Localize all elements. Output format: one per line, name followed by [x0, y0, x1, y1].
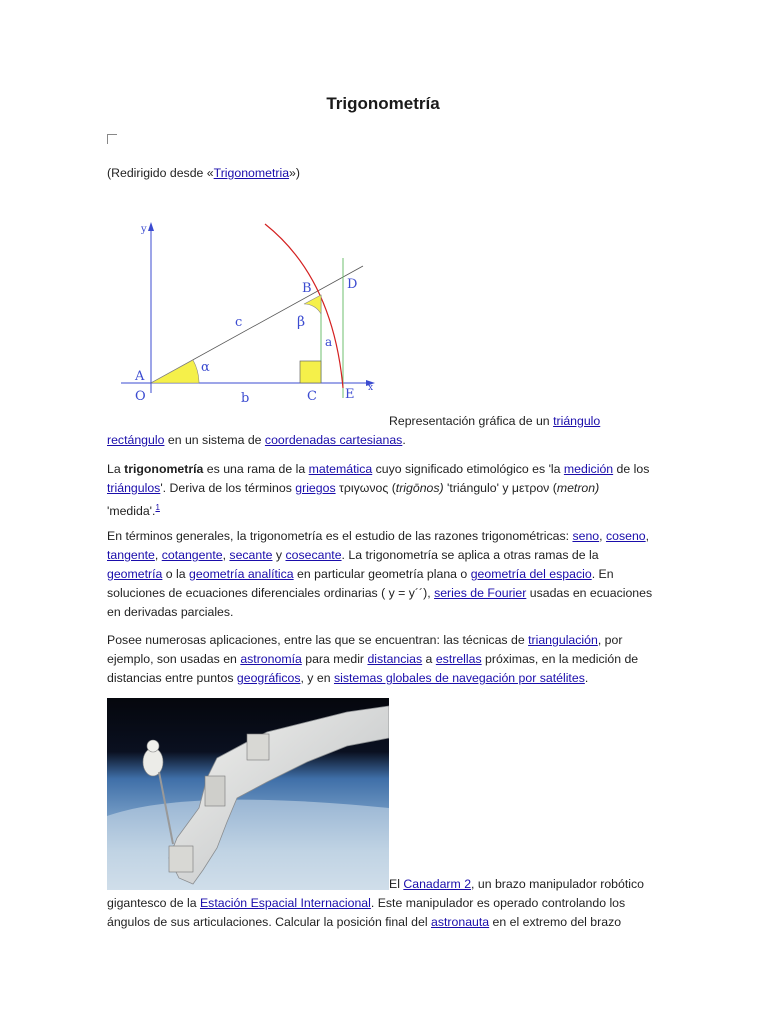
link-griegos[interactable]: griegos: [295, 481, 336, 495]
link-sistemas-navegacion[interactable]: sistemas globales de navegación por satélites: [333, 671, 585, 685]
label-D: D: [347, 277, 358, 292]
text: . Este manipulador es operado controlando los ángulos de sus articulaciones. Calcular la posición final del: [107, 896, 626, 929]
text: 'medida'.: [107, 504, 156, 519]
figure1-caption: [107, 412, 655, 450]
text: .: [584, 671, 589, 685]
label-y: y: [141, 224, 147, 235]
text: ,: [154, 548, 162, 562]
text: en el extremo del brazo: [489, 915, 622, 929]
link-geograficos[interactable]: geográficos: [236, 671, 301, 685]
redirect-suffix: »): [289, 166, 300, 180]
text: 'triángulo' y μετρον (: [443, 481, 557, 495]
label-A: A: [135, 369, 145, 384]
label-a: a: [325, 335, 333, 349]
link-estacion-espacial[interactable]: Estación Espacial Internacional: [199, 896, 371, 910]
term-italic: metron): [556, 481, 600, 495]
text: La: [107, 462, 125, 476]
link-estrellas[interactable]: estrellas: [435, 652, 482, 666]
link-triangulos[interactable]: triángulos: [107, 481, 161, 495]
link-cosecante[interactable]: cosecante: [285, 548, 342, 562]
redirect-prefix: (Redirigido desde «: [107, 166, 214, 180]
label-x: x: [368, 383, 374, 393]
paragraph-intro: [107, 460, 655, 521]
term-bold: trigonometría: [124, 462, 204, 476]
arm-joint: [205, 776, 225, 806]
footnote-link[interactable]: 1: [155, 503, 160, 512]
text: El: [389, 877, 404, 891]
beta-angle-wedge: [304, 295, 321, 314]
right-angle-marker: [300, 361, 321, 383]
label-O: O: [135, 389, 146, 404]
text: usadas en ecuaciones en derivadas parciales.: [107, 586, 653, 619]
canadarm-photo: [107, 698, 389, 890]
term-italic: trigōnos): [395, 481, 444, 495]
text: a: [422, 652, 436, 666]
text: '. Deriva de los términos: [160, 481, 296, 495]
text: es una rama de la: [203, 462, 309, 476]
link-astronomia[interactable]: astronomía: [240, 652, 302, 666]
label-beta: β: [297, 314, 306, 330]
text: , por ejemplo, son usadas en: [107, 633, 623, 666]
text: y: [272, 548, 286, 562]
text: o la: [162, 567, 190, 581]
redirect-link[interactable]: Trigonometria: [213, 166, 290, 180]
link-seno[interactable]: seno: [572, 529, 600, 543]
paragraph-general: [107, 527, 655, 622]
link-coseno[interactable]: coseno: [605, 529, 646, 543]
text: . En soluciones de ecuaciones diferenciales ordinarias ( y = y´´),: [107, 567, 614, 600]
paragraph-applications: [107, 631, 655, 688]
arm-joint: [247, 734, 269, 760]
link-tangente[interactable]: tangente: [107, 548, 155, 562]
text: . La trigonometría se aplica a otras ramas de la: [341, 548, 599, 562]
caption1-text: Representación gráfica de un: [389, 414, 554, 428]
link-triangulacion[interactable]: triangulación: [528, 633, 598, 647]
text: ,: [599, 529, 606, 543]
link-matematica[interactable]: matemática: [308, 462, 373, 476]
label-B: B: [302, 281, 312, 296]
right-triangle-diagram: [121, 218, 383, 408]
astronaut-helmet: [147, 740, 159, 752]
text: , un brazo manipulador robótico gigantesco de la: [107, 877, 644, 910]
label-alpha: α: [201, 360, 210, 375]
link-astronauta[interactable]: astronauta: [431, 915, 490, 929]
page-title: Trigonometría: [326, 94, 440, 113]
y-axis-arrow: [148, 222, 154, 231]
text: cuyo significado etimológico es 'la: [372, 462, 564, 476]
link-geometria-analitica[interactable]: geometría analítica: [189, 567, 294, 581]
link-cotangente[interactable]: cotangente: [161, 548, 223, 562]
text: próximas, en la medición de distancias entre puntos: [107, 652, 639, 685]
broken-image-icon: [107, 134, 117, 144]
link-coordenadas-cartesianas[interactable]: coordenadas cartesianas: [264, 433, 403, 447]
label-E: E: [345, 387, 355, 402]
link-triangulo-rectangulo[interactable]: triángulo rectángulo: [107, 414, 601, 447]
text: en particular geometría plana o: [293, 567, 471, 581]
link-series-de-fourier[interactable]: series de Fourier: [434, 586, 527, 600]
arm-joint: [169, 846, 193, 872]
text: , y en: [300, 671, 334, 685]
text: τριγωνος (: [335, 481, 396, 495]
alpha-angle-wedge: [151, 360, 199, 383]
text: ,: [222, 548, 230, 562]
caption1-mid: en un sistema de: [164, 433, 265, 447]
text: ,: [645, 529, 650, 543]
text: de los: [613, 462, 650, 476]
link-distancias[interactable]: distancias: [367, 652, 423, 666]
label-C: C: [307, 389, 317, 404]
text: Posee numerosas aplicaciones, entre las que se encuentran: las técnicas de: [107, 633, 529, 647]
photo-caption: [107, 875, 655, 932]
link-geometria[interactable]: geometría: [107, 567, 163, 581]
text: para medir: [301, 652, 368, 666]
link-canadarm2[interactable]: Canadarm 2: [403, 877, 472, 891]
label-b: b: [241, 391, 250, 406]
redirect-notice: [107, 164, 655, 183]
caption1-end: .: [402, 433, 406, 447]
text: En términos generales, la trigonometría es el estudio de las razones trigonométricas:: [107, 529, 573, 543]
link-secante[interactable]: secante: [229, 548, 273, 562]
label-c: c: [235, 315, 243, 330]
link-geometria-del-espacio[interactable]: geometría del espacio: [470, 567, 592, 581]
link-medicion[interactable]: medición: [563, 462, 614, 476]
